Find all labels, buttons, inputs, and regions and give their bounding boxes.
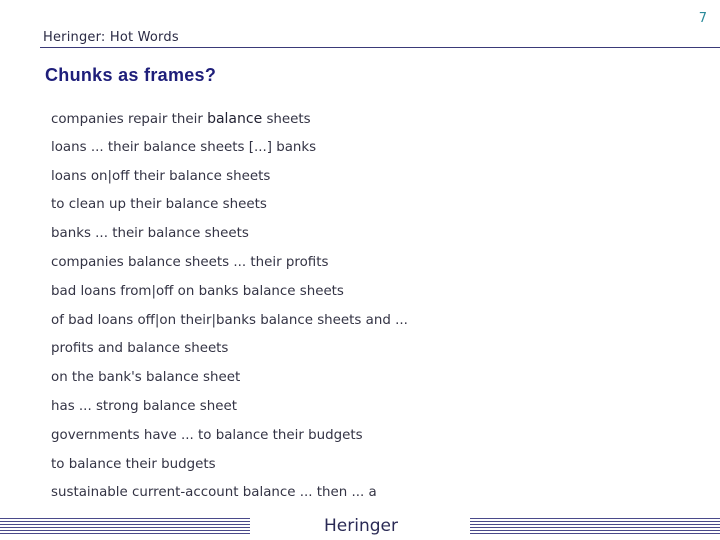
phrase-text-after: sheets — [262, 112, 311, 127]
header-title: Heringer: Hot Words — [43, 30, 179, 45]
page-number: 7 — [698, 11, 707, 26]
phrase-text: governments have ... to balance their budgets — [51, 427, 363, 443]
phrase-item — [51, 167, 408, 196]
phrase-item — [51, 195, 408, 224]
phrase-item — [51, 138, 408, 167]
footer-rule-line — [470, 530, 720, 531]
phrase-text: loans on|off their balance sheets — [51, 168, 271, 184]
phrase-text: sustainable current-account balance ... then ... a — [51, 485, 377, 501]
footer-rule-line — [0, 533, 250, 534]
phrase-text: loans ... their balance sheets [...] banks — [51, 139, 317, 155]
phrase-item — [51, 253, 408, 282]
phrase-item — [51, 483, 408, 512]
phrase-text: on the bank's balance sheet — [51, 370, 241, 386]
phrase-text: profits and balance sheets — [51, 341, 229, 357]
phrase-item — [51, 282, 408, 311]
footer-rule-line — [470, 533, 720, 534]
phrase-text: has ... strong balance sheet — [51, 398, 237, 414]
phrase-highlight: balance — [207, 111, 263, 127]
footer-rule-line — [0, 530, 250, 531]
phrase-text: bad loans from|off on banks balance sheets — [51, 283, 344, 299]
footer-rule-line — [470, 518, 720, 519]
phrase-text: banks ... their balance sheets — [51, 226, 249, 242]
footer-rule-line — [470, 521, 720, 522]
phrase-text: to clean up their balance sheets — [51, 197, 267, 213]
footer-rule-line — [0, 527, 250, 528]
phrase-item — [51, 368, 408, 397]
footer-rule-line — [0, 524, 250, 525]
phrase-item — [51, 339, 408, 368]
footer-rule-right — [470, 518, 720, 536]
slide-title: Chunks as frames? — [45, 65, 217, 85]
header-divider — [40, 47, 720, 48]
footer-rule-line — [0, 521, 250, 522]
phrase-text: companies balance sheets ... their profits — [51, 254, 329, 270]
footer-rule-line — [470, 527, 720, 528]
phrase-item — [51, 109, 408, 138]
footer-rule-left — [0, 518, 250, 536]
phrase-text: companies repair their — [51, 112, 208, 127]
footer-rule-line — [470, 524, 720, 525]
phrase-item — [51, 224, 408, 253]
phrase-text: to balance their budgets — [51, 456, 216, 472]
phrase-item — [51, 397, 408, 426]
footer-rule-line — [0, 518, 250, 519]
phrase-list — [51, 109, 408, 512]
phrase-text: of bad loans off|on their|banks balance sheets and ... — [51, 312, 408, 328]
phrase-item — [51, 311, 408, 340]
phrase-item — [51, 455, 408, 484]
phrase-item — [51, 426, 408, 455]
footer-name: Heringer — [324, 516, 398, 536]
